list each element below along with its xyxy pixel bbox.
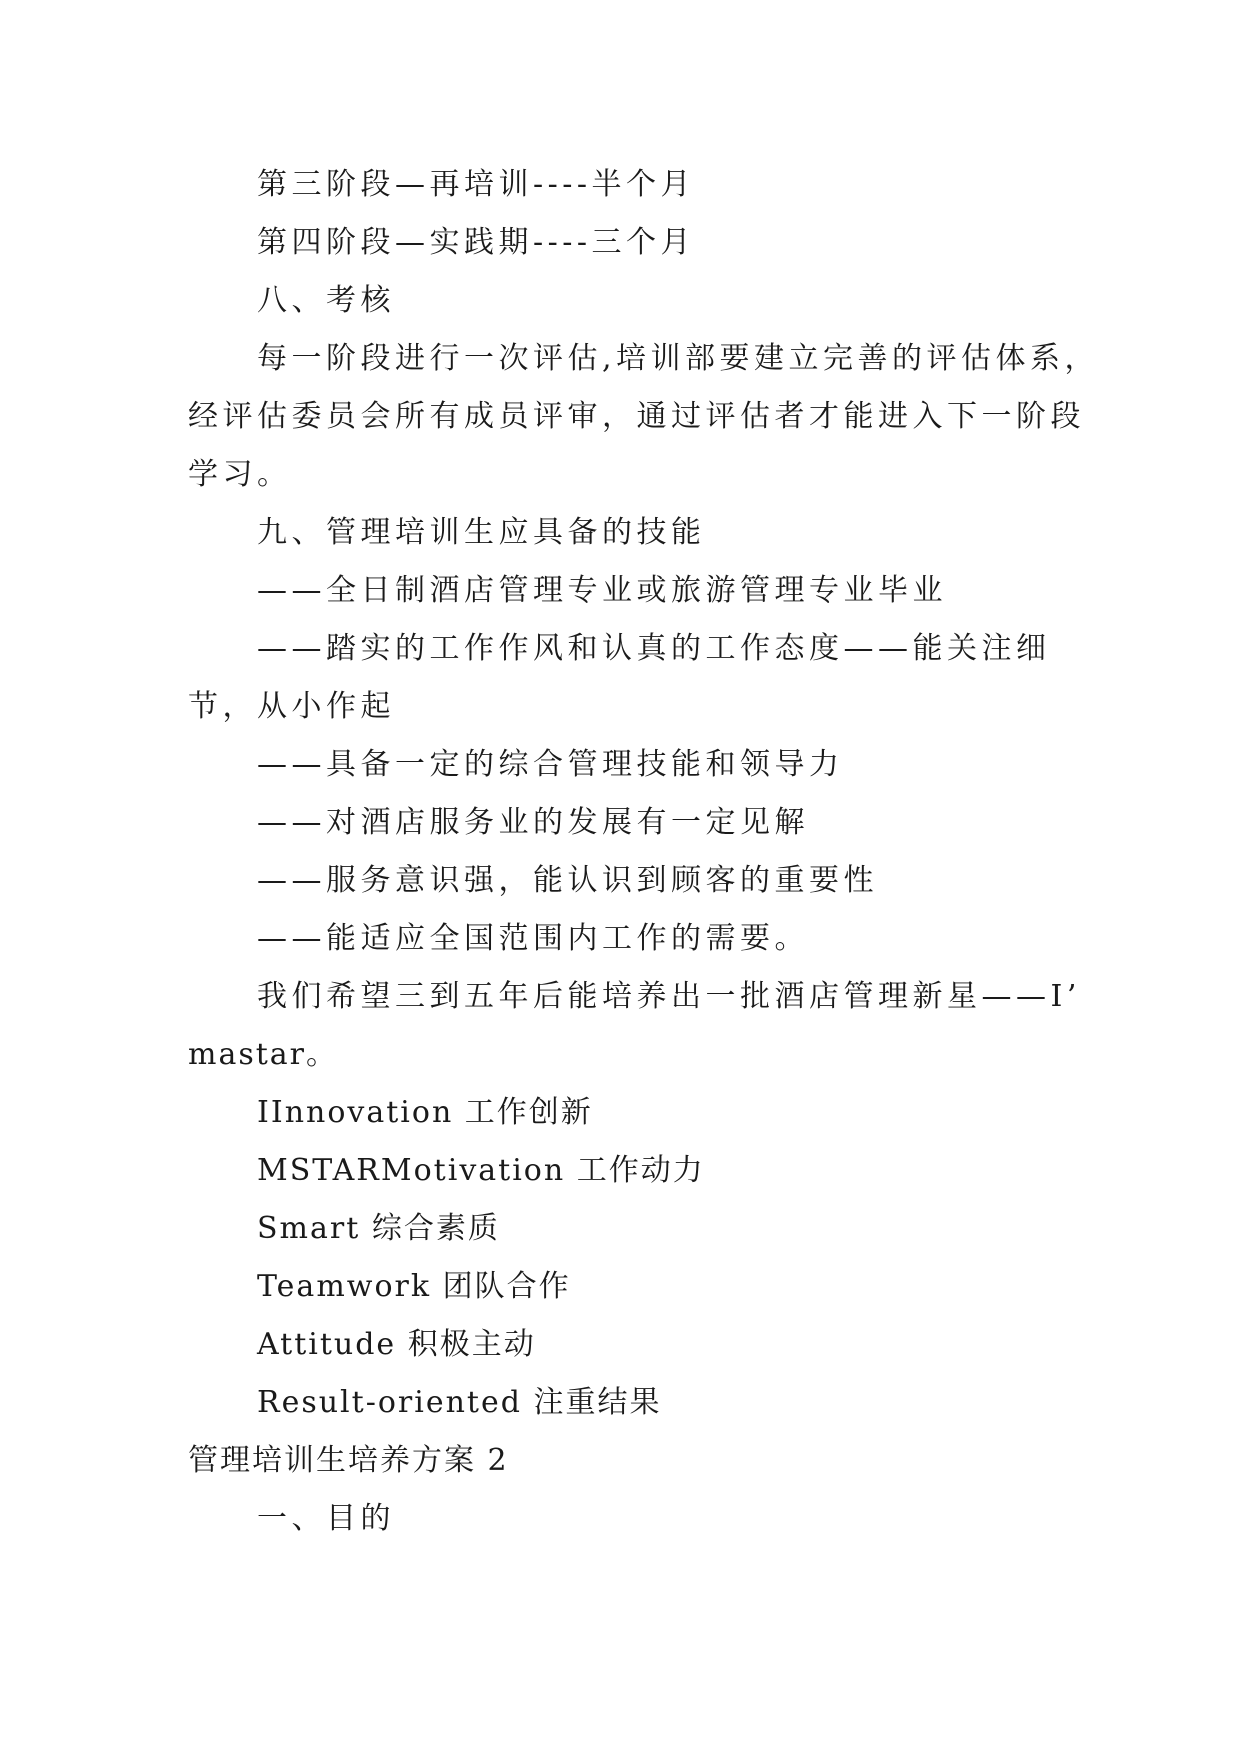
istar-item-result-oriented: Result-oriented 注重结果	[257, 1385, 662, 1420]
paragraph-vision-line-1: 我们希望三到五年后能培养出一批酒店管理新星——I’	[257, 979, 1081, 1014]
skill-item-industry-insight: ——对酒店服务业的发展有一定见解	[257, 805, 809, 840]
skill-item-service-awareness: ——服务意识强，能认识到顾客的重要性	[257, 863, 878, 898]
istar-item-attitude: Attitude 积极主动	[257, 1327, 536, 1362]
istar-item-teamwork: Teamwork 团队合作	[257, 1269, 571, 1304]
paragraph-vision-line-2: mastar。	[188, 1037, 339, 1072]
istar-item-motivation: MSTARMotivation 工作动力	[257, 1153, 705, 1188]
heading-purpose: 一、目的	[257, 1501, 395, 1536]
skill-item-education: ——全日制酒店管理专业或旅游管理专业毕业	[257, 573, 947, 608]
paragraph-assessment-line-3: 学习。	[188, 457, 292, 492]
heading-assessment: 八、考核	[257, 283, 395, 318]
skill-item-nationwide: ——能适应全国范围内工作的需要。	[257, 921, 809, 956]
skill-item-work-style-line-1: ——踏实的工作作风和认真的工作态度——能关注细	[257, 631, 1051, 666]
paragraph-assessment-line-1: 每一阶段进行一次评估,培训部要建立完善的评估体系，	[257, 341, 1100, 376]
heading-required-skills: 九、管理培训生应具备的技能	[257, 515, 706, 550]
skill-item-leadership: ——具备一定的综合管理技能和领导力	[257, 747, 844, 782]
skill-item-work-style-line-2: 节，从小作起	[188, 689, 395, 724]
paragraph-assessment-line-2: 经评估委员会所有成员评审，通过评估者才能进入下一阶段	[188, 399, 1085, 434]
istar-item-smart: Smart 综合素质	[257, 1211, 500, 1246]
paragraph-stage-three: 第三阶段—再培训----半个月	[257, 167, 696, 202]
section-title-plan-2: 管理培训生培养方案 2	[188, 1443, 509, 1478]
istar-item-innovation: IInnovation 工作创新	[257, 1095, 593, 1130]
paragraph-stage-four: 第四阶段—实践期----三个月	[257, 225, 696, 260]
